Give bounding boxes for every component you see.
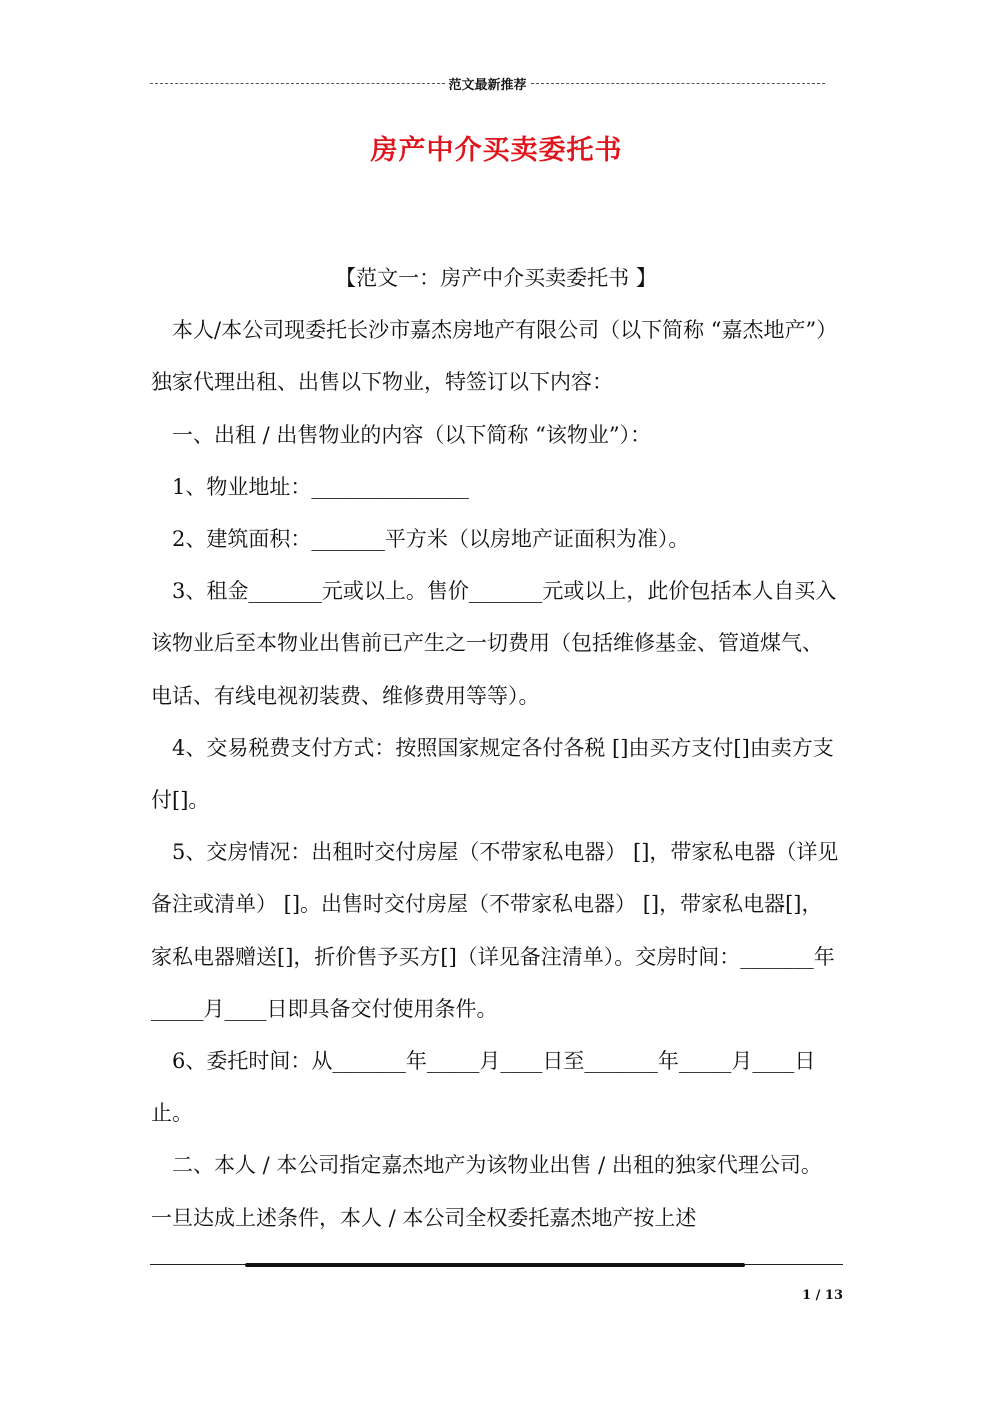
header-dashed-line-right	[531, 83, 826, 84]
paragraph-item-6: 6、委托时间：从_______年_____月____日至_______年_____月____日止。	[151, 1049, 816, 1126]
header-label: 范文最新推荐	[448, 77, 527, 93]
page-number: 1 / 13	[802, 1288, 843, 1303]
paragraph-section-two: 二、本人 / 本公司指定嘉杰地产为该物业出售 / 出租的独家代理公司。一旦达成上述条件，本人 / 本公司全权委托嘉杰地产按上述	[151, 1153, 822, 1230]
paragraph-item-5: 5、交房情况：出租时交付房屋（不带家私电器） []，带家私电器（详见备注或清单） []。出售时交付房屋（不带家私电器） []，带家私电器[]，家私电器赠送[]，折价售予买方[]（详见备注清单）。交房时间：_______年_____月____日即具备交付使用条件。	[151, 840, 839, 1021]
paragraph-item-2: 2、建筑面积：_______平方米（以房地产证面积为准）。	[172, 527, 690, 552]
document-title: 房产中介买卖委托书	[370, 135, 623, 166]
page-header	[150, 75, 825, 91]
footer-thick-line	[245, 1263, 745, 1267]
header-dashed-line-left	[150, 83, 445, 84]
paragraph-item-3: 3、租金_______元或以上。售价_______元或以上，此价包括本人自买入该物业后至本物业出售前已产生之一切费用（包括维修基金、管道煤气、电话、有线电视初装费、维修费用等等）。	[151, 579, 837, 708]
paragraph-section-one: 一、出租 / 出售物业的内容（以下简称 “该物业”）：	[172, 422, 652, 447]
paragraph-intro: 本人/本公司现委托长沙市嘉杰房地产有限公司（以下简称 “嘉杰地产”）独家代理出租、出售以下物业，特签订以下内容：	[151, 318, 838, 395]
document-body	[151, 252, 841, 1244]
footer-rule	[150, 1262, 843, 1268]
section-heading: 【范文一：房产中介买卖委托书 】	[335, 266, 657, 290]
paragraph-item-1: 1、物业地址：_______________	[172, 474, 469, 499]
paragraph-item-4: 4、交易税费支付方式：按照国家规定各付各税 []由买方支付[]由卖方支付[]。	[151, 735, 834, 813]
